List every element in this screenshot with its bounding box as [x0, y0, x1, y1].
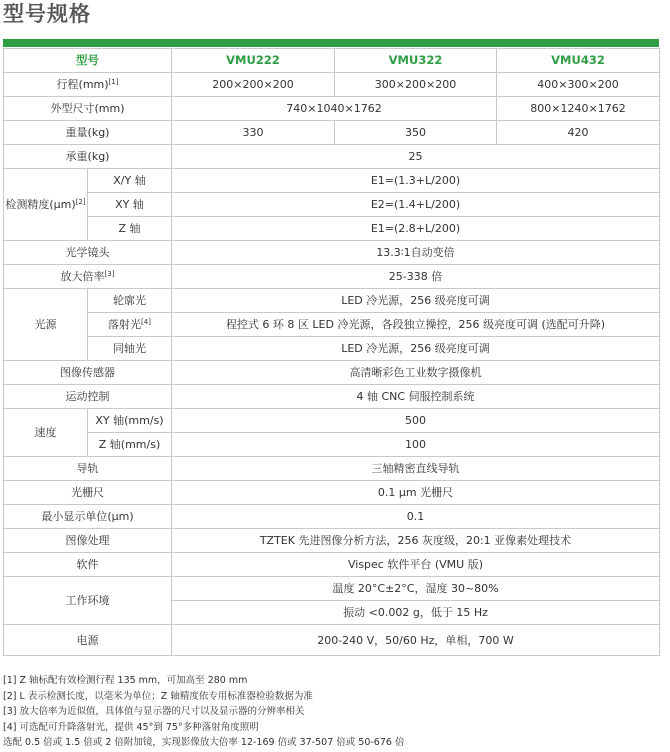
row-label-optics: 光学镜头: [4, 241, 172, 265]
dimensions-value-b: 800×1240×1762: [497, 97, 660, 121]
sensor-value: 高清晰彩色工业数字摄像机: [172, 361, 660, 385]
speed-sub-label-2: Z 轴(mm/s): [88, 433, 172, 457]
row-label-resolution: 最小显示单位(μm): [4, 505, 172, 529]
footnote-5: 选配 0.5 倍或 1.5 倍或 2 倍附加镜，实现影像放大倍率 12-169 倍或 37-507 倍或 50-676 倍: [3, 737, 405, 749]
speed-sub-label-1: XY 轴(mm/s): [88, 409, 172, 433]
row-guide: [4, 457, 660, 481]
row-label-grating: 光栅尺: [4, 481, 172, 505]
row-label-environment: 工作环境: [4, 577, 172, 625]
load-value: 25: [172, 145, 660, 169]
row-label-motion: 运动控制: [4, 385, 172, 409]
footnote-2: [2] L 表示检测长度，以毫米为单位；Z 轴精度依专用标准器检验数据为准: [3, 690, 313, 702]
row-label-light: 光源: [4, 289, 88, 361]
accuracy-sub-label-1: X/Y 轴: [88, 169, 172, 193]
header-model-3: VMU432: [497, 49, 660, 73]
light-sub-label-1: 轮廓光: [88, 289, 172, 313]
row-stroke: [4, 73, 660, 97]
row-accuracy-z: [4, 217, 660, 241]
row-label-stroke: 行程(mm)[1]: [4, 73, 172, 97]
accuracy-sub-label-3: Z 轴: [88, 217, 172, 241]
row-weight: [4, 121, 660, 145]
row-load: [4, 145, 660, 169]
grating-value: 0.1 μm 光栅尺: [172, 481, 660, 505]
accuracy-value-2: E2=(1.4+L/200): [172, 193, 660, 217]
dimensions-value-a: 740×1040×1762: [172, 97, 497, 121]
row-light-contour: [4, 289, 660, 313]
footnotes: [3, 673, 404, 751]
environment-value-1: 温度 20°C±2°C，湿度 30~80%: [172, 577, 660, 601]
light-sub-label-2: 落射光[4]: [88, 313, 172, 337]
row-label-sensor: 图像传感器: [4, 361, 172, 385]
row-label-load: 承重(kg): [4, 145, 172, 169]
page-title: 型号规格: [3, 2, 91, 26]
footnote-3: [3] 放大倍率为近似值，具体值与显示器的尺寸以及显示器的分辨率相关: [3, 706, 305, 718]
environment-value-2: 振动 <0.002 g，低于 15 Hz: [172, 601, 660, 625]
header-model-2: VMU322: [335, 49, 497, 73]
row-speed-z: [4, 433, 660, 457]
row-grating: [4, 481, 660, 505]
row-label-dimensions: 外型尺寸(mm): [4, 97, 172, 121]
row-imaging: [4, 529, 660, 553]
row-label-speed: 速度: [4, 409, 88, 457]
row-label-weight: 重量(kg): [4, 121, 172, 145]
speed-value-1: 500: [172, 409, 660, 433]
accuracy-value-3: E1=(2.8+L/200): [172, 217, 660, 241]
weight-value-2: 350: [335, 121, 497, 145]
row-magnification: [4, 265, 660, 289]
header-model-1: VMU222: [172, 49, 335, 73]
software-value: Vispec 软件平台 (VMU 版): [172, 553, 660, 577]
row-software: [4, 553, 660, 577]
row-accuracy-xy2: [4, 193, 660, 217]
row-power: [4, 625, 660, 656]
row-label-power: 电源: [4, 625, 172, 656]
motion-value: 4 轴 CNC 伺服控制系统: [172, 385, 660, 409]
row-label-guide: 导轨: [4, 457, 172, 481]
footnote-4: [4] 可选配可升降落射光，提供 45°到 75°多种落射角度照明: [3, 721, 259, 733]
stroke-value-2: 300×200×200: [335, 73, 497, 97]
power-value: 200-240 V，50/60 Hz，单相，700 W: [172, 625, 660, 656]
row-label-accuracy: 检测精度(μm)[2]: [4, 169, 88, 241]
guide-value: 三轴精密直线导轨: [172, 457, 660, 481]
row-light-surface: [4, 313, 660, 337]
light-sub-label-3: 同轴光: [88, 337, 172, 361]
table-header-row: [4, 49, 660, 73]
accuracy-sub-label-2: XY 轴: [88, 193, 172, 217]
spec-table: [3, 48, 660, 656]
optics-value: 13.3∶1自动变倍: [172, 241, 660, 265]
light-value-1: LED 冷光源，256 级亮度可调: [172, 289, 660, 313]
row-label-magnification: 放大倍率[3]: [4, 265, 172, 289]
footnote-1: [1] Z 轴标配有效检测行程 135 mm，可加高至 280 mm: [3, 675, 248, 686]
row-speed-xy: [4, 409, 660, 433]
header-model-label: 型号: [4, 49, 172, 73]
resolution-value: 0.1: [172, 505, 660, 529]
title-divider: [3, 39, 659, 47]
light-value-3: LED 冷光源，256 级亮度可调: [172, 337, 660, 361]
row-resolution: [4, 505, 660, 529]
accuracy-value-1: E1=(1.3+L/200): [172, 169, 660, 193]
row-label-imaging: 图像处理: [4, 529, 172, 553]
stroke-value-1: 200×200×200: [172, 73, 335, 97]
row-label-software: 软件: [4, 553, 172, 577]
weight-value-1: 330: [172, 121, 335, 145]
row-motion: [4, 385, 660, 409]
imaging-value: TZTEK 先进图像分析方法，256 灰度级，20:1 亚像素处理技术: [172, 529, 660, 553]
speed-value-2: 100: [172, 433, 660, 457]
magnification-value: 25-338 倍: [172, 265, 660, 289]
row-environment-1: [4, 577, 660, 601]
weight-value-3: 420: [497, 121, 660, 145]
row-light-coaxial: [4, 337, 660, 361]
row-sensor: [4, 361, 660, 385]
row-accuracy-xy: [4, 169, 660, 193]
stroke-value-3: 400×300×200: [497, 73, 660, 97]
light-value-2: 程控式 6 环 8 区 LED 冷光源，各段独立操控，256 级亮度可调 (选配可升降): [172, 313, 660, 337]
row-optics: [4, 241, 660, 265]
row-dimensions: [4, 97, 660, 121]
